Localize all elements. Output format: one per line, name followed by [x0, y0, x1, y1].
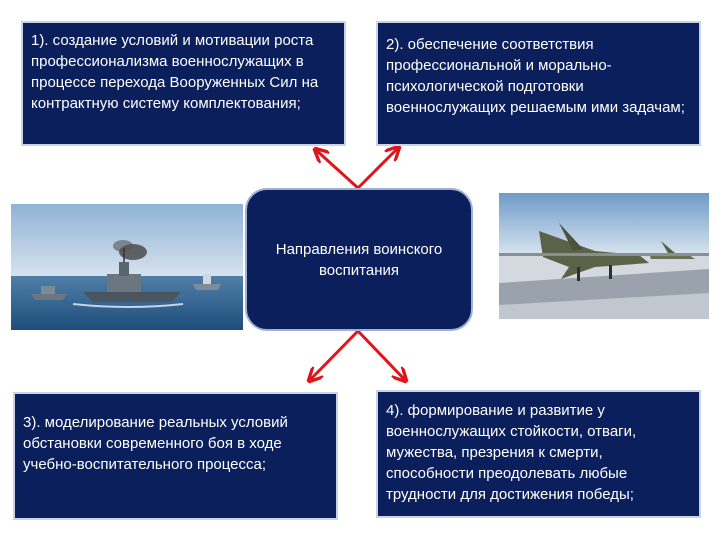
direction-text-2: 2). обеспечение соответствия профессиональной и морально-психологической подготовки военнослужащих решаемым ими задачам;: [386, 36, 685, 116]
direction-text-3: 3). моделирование реальных условий обстановки современного боя в ходе учебно-воспитательного процесса;: [23, 414, 288, 473]
direction-box-3: [13, 392, 338, 520]
central-node-label: Направления воинского воспитания: [275, 240, 443, 279]
arrow-to-box2: [358, 148, 398, 188]
central-node: [245, 188, 473, 331]
direction-box-1: [21, 21, 346, 146]
direction-box-2: [376, 21, 701, 146]
fighter-jets-photo: [499, 193, 709, 319]
arrow-to-box4: [358, 331, 405, 380]
direction-text-1: 1). создание условий и мотивации роста профессионализма военнослужащих в процессе перехода Вооруженных Сил на контрактную систему комплектования;: [31, 32, 319, 112]
arrow-to-box3: [310, 331, 358, 380]
navy-ships-photo: [11, 204, 243, 330]
arrow-to-box1: [316, 150, 358, 188]
direction-text-4: 4). формирование и развитие у военнослужащих стойкости, отваги, мужества, презрения к смерти, способности преодолевать любые трудности для достижения победы;: [386, 402, 637, 503]
direction-box-4: [376, 390, 701, 518]
